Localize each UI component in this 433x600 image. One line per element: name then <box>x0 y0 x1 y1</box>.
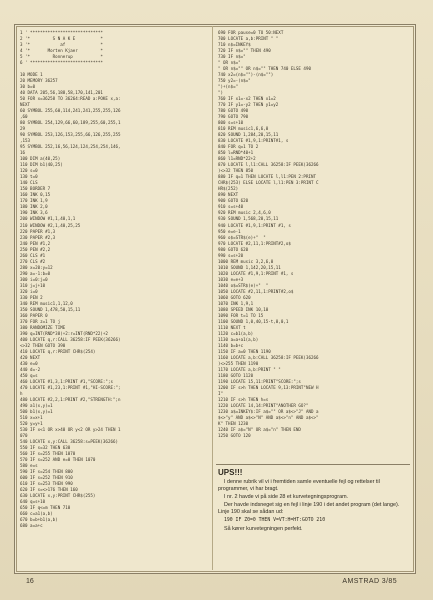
listing-line: 510 x=x+1 <box>20 415 43 420</box>
listing-line: 700 LOCATE a,b:PRINT " " <box>218 36 279 42</box>
listing-line: 450 q=s <box>20 372 38 378</box>
listing-line: 920 REM music 2,4,6,0 <box>218 210 271 216</box>
listing-line: 1210 IF s>h THEN h=s <box>218 396 269 402</box>
listing-line: 610 IF s=253 THEN 990 <box>20 481 73 487</box>
listing-line: 730 IF n$=" <box>218 54 246 60</box>
listing-line: CHR$(253) ELSE LOCATE l,l1:PEN 3:PRINT C <box>218 180 319 186</box>
listing-line: 780 GOTO 490 <box>218 108 249 114</box>
listing-line: 880 IF q=1 THEN LOCATE l,l1:PEN 2:PRINT <box>218 174 317 180</box>
listing-line: " OR n$=" <box>218 60 241 66</box>
ups-paragraph-1: I denne rubrik vil vi i fremtiden samle eventuelle fejl og rettelser til programmer, vi har bragt. <box>218 479 380 493</box>
listing-line: 160 INK 0,15 <box>20 192 51 198</box>
listing-line: 1030 e=e+3 <box>218 276 244 282</box>
listing-line: 5 '* Ronnerup * <box>20 54 103 60</box>
listing-line: 530 IF x<1 OR x>40 OR y<2 OR y>24 THEN 1 <box>20 427 121 433</box>
listing-line: 410 LOCATE q,r:PRINT CHR$(254) <box>20 348 96 354</box>
listing-line: 540 LOCATE x,y:CALL 36258:s=PEEK(36266) <box>20 439 119 445</box>
listing-line: 420 NEXT <box>20 354 41 360</box>
listing-line: 870 LOCATE l,l1:CALL 36258:IF PEEK(36266 <box>218 162 319 168</box>
listing-line: 330 PEN 2 <box>20 294 43 300</box>
listing-line: I" <box>218 390 224 396</box>
listing-line: 230 PAPER #2,3 <box>20 234 56 240</box>
listing-line: 620 IF s=<>176 THEN 160 <box>20 487 78 493</box>
page-number: 16 <box>26 578 34 585</box>
listing-line: 290 a=-1:b=0 <box>20 270 51 276</box>
listing-line: 1240 IF a$="N" OR a$="n" THEN END <box>218 427 301 433</box>
listing-line: 900 GOTO 620 <box>218 198 249 204</box>
listing-line: 60 SYMBOL 255,60,114,241,241,255,255,126 <box>20 108 121 114</box>
listing-line: 360 PAPER 0 <box>20 312 48 318</box>
listing-line: 2 '* S N A K E * <box>20 36 103 42</box>
listing-line: 570 IF s=252 AND e=0 THEN 1070 <box>20 457 96 463</box>
listing-line: )<>255 THEN 1190 <box>218 360 259 366</box>
listing-line: 930 SOUND 1,568,20,15,11 <box>218 216 279 222</box>
listing-line: 1070 INK 1,9,1 <box>218 300 254 306</box>
listing-line: 660 c=a1(a,b) <box>20 511 53 517</box>
listing-line: ,60 <box>20 114 28 120</box>
listing-line: 940 LOCATE #1,9,1:PRINT #1, s <box>218 222 291 228</box>
ups-paragraph-3: Der havde indsneget sig en fejl i linje 190 i det andet program (det lange). Linje 190 skal se sådan ud: <box>218 502 400 516</box>
listing-line: 1250 GOTO 120 <box>218 433 251 439</box>
listing-line: 400 LOCATE q,r:CALL 36258:IF PEEK(36266) <box>20 336 121 342</box>
listing-line: 1 ' ***************************** <box>20 30 103 35</box>
listing-line: 1220 LOCATE 14,14:PRINT"ANOTHER GO?" <box>218 402 309 408</box>
listing-line: 650 IF q<=m THEN 710 <box>20 505 71 511</box>
listing-line: 210 WINDOW #2,1,40,25,25 <box>20 222 81 228</box>
listing-line: 490 a1(x,y)=1 <box>20 402 53 408</box>
ups-closing: Så kører kurvetegningen perfekt. <box>224 525 303 532</box>
listing-line: 750 y2=-(n$=" <box>218 78 251 84</box>
listing-line: NEXT <box>20 102 31 108</box>
listing-line: 1140 b=b+c <box>218 342 244 348</box>
listing-line: 1040 o$=STR$(e)+" " <box>218 282 269 288</box>
listing-line: 1150 IF a=0 THEN 1190 <box>218 348 271 354</box>
listing-line: 3 '* af * <box>20 42 103 48</box>
listing-line: 350 SOUND 1,478,50,15,11 <box>20 306 81 312</box>
listing-line: 95 SYMBOL 252,16,56,124,124,254,254,146, <box>20 144 121 150</box>
listing-line: <>32 THEN GOTO 390 <box>20 342 66 348</box>
listing-line: 960 o$=STR$(e)+" " <box>218 234 266 240</box>
listing-line: 16 <box>20 150 26 156</box>
listing-line: 390 q=INT(RND*38)+2:r=INT(RND*22)+2 <box>20 330 108 336</box>
listing-line: 1120 c=b1(a,b) <box>218 330 254 336</box>
listing-line: 270 CLS #2 <box>20 258 46 264</box>
listing-line: 1080 SPEED INK 10,10 <box>218 306 269 312</box>
listing-line: 1200 IF s>h THEN LOCATE 9,13:PRINT"NEW H <box>218 384 319 390</box>
listing-line: 580 e=s <box>20 463 38 469</box>
listing-line: 150 BORDER 7 <box>20 186 51 192</box>
listing-line: 200 WINDOW #1,1,40,1,1 <box>20 216 76 222</box>
listing-line: 970 LOCATE #2,11,1:PRINT#2,o$ <box>218 240 291 246</box>
listing-line: 260 CLS #1 <box>20 252 46 258</box>
listing-line: 550 IF s=32 THEN 630 <box>20 445 71 451</box>
listing-line: 10 MODE 1 <box>20 72 43 78</box>
listing-line: 340 REM music1,1,12,0 <box>20 300 73 306</box>
ups-rule <box>216 464 410 465</box>
listing-line: 1190 LOCATE 15,11:PRINT"SCORE:";s <box>218 378 301 384</box>
listing-line: 790 GOTO 790 <box>218 114 249 120</box>
listing-line: 430 e=0 <box>20 360 38 366</box>
listing-line: 720 IF n$="" THEN 490 <box>218 48 271 54</box>
listing-line: 800 s=s+10 <box>218 120 244 126</box>
listing-line: 50 FOR x=36258 TO 36264:READ a:POKE x,a: <box>20 96 121 102</box>
listing-line: 480 LOCATE #2,2,1:PRINT #2,"STRENGTH:";n <box>20 396 121 402</box>
listing-line: 690 FOR pause=0 TO 50:NEXT <box>218 30 284 35</box>
listing-line: 470 LOCATE #1,23,1:PRINT #1,"HI-SCORE:"; <box>20 384 121 390</box>
listing-line: ,153 <box>20 138 31 144</box>
listing-line: 29 <box>20 126 26 132</box>
listing-right-column <box>218 30 408 448</box>
listing-line: 1060 GOTO 620 <box>218 294 251 300</box>
listing-line: K" THEN 1230 <box>218 421 249 427</box>
listing-line: 190 INK 3,6 <box>20 210 48 216</box>
listing-line: 1020 LOCATE #1,9,1:PRINT #1, s <box>218 270 294 276</box>
listing-line: 1000 REM music 3,2,6,0 <box>218 258 274 264</box>
listing-line: 950 e=e-1 <box>218 228 241 234</box>
listing-line: 310 j=j+10 <box>20 282 46 288</box>
listing-line: 180 INK 2,0 <box>20 204 48 210</box>
listing-line: 1230 a$=INKEY$:IF a$="" OR a$<>"J" AND a <box>218 408 319 414</box>
listing-line: 860 l1=RND*22+2 <box>218 156 256 162</box>
column-divider <box>212 26 213 570</box>
listing-line: $<>"y" AND a$<>"N" AND a$<>"n" AND a$<>" <box>218 415 319 420</box>
listing-line: 460 LOCATE #1,3,1:PRINT #1,"SCORE:";s <box>20 378 113 384</box>
listing-line: 90 SYMBOL 253,126,153,255,66,126,255,255 <box>20 132 121 138</box>
ups-code-line: 190 IF Z0=0 THEN V=VT:H=HT:GOTO 210 <box>224 518 326 524</box>
listing-line: 910 s=s+40 <box>218 204 244 210</box>
listing-line: 810 REM music1,6,6,0 <box>218 126 269 132</box>
listing-line: 140 CLS <box>20 180 38 186</box>
listing-line: 1170 LOCATE a,b:PRINT " " <box>218 366 281 372</box>
listing-line: 760 IF x1=-x2 THEN x1=2 <box>218 96 276 102</box>
listing-line: ") <box>218 90 224 96</box>
listing-line: 520 y=y+1 <box>20 421 43 427</box>
listing-line: 820 SOUND 1,284,20,15,11 <box>218 132 279 138</box>
listing-line: 590 IF s=254 THEN 800 <box>20 469 73 475</box>
listing-line: 600 IF s=252 THEN 910 <box>20 475 73 481</box>
listing-line: 120 s=0 <box>20 168 38 174</box>
listing-line: 840 FOR q=1 TO 2 <box>218 144 259 150</box>
listing-line: 100 DIM a(40,25) <box>20 156 61 162</box>
listing-line: 070 <box>20 433 28 439</box>
listing-line: 170 INK 1,9 <box>20 198 48 204</box>
listing-line: 380 RANDOMIZE TIME <box>20 324 66 330</box>
listing-line: 300 i=0:j=0 <box>20 276 48 282</box>
listing-line: 560 IF s=255 THEN 1070 <box>20 451 76 457</box>
listing-line: 1130 a=a+a1(a,b) <box>218 336 259 342</box>
listing-line: 1180 GOTO 1120 <box>218 372 254 378</box>
listing-line: 110 DIM b1(40,25) <box>20 162 63 168</box>
listing-line: 20 MEMORY 36257 <box>20 78 58 84</box>
listing-line: 80 SYMBOL 254,129,66,60,189,255,60,255,1 <box>20 120 121 126</box>
listing-line: h <box>20 390 23 396</box>
listing-line: 220 PAPER #1,3 <box>20 228 56 234</box>
listing-line: 850 l=RND*40+1 <box>218 150 254 156</box>
listing-left-column <box>20 30 208 565</box>
listing-line: 500 b1(x,y)=1 <box>20 408 53 414</box>
magazine-issue: AMSTRAD 3/85 <box>342 578 397 585</box>
listing-line: 320 i=0 <box>20 288 38 294</box>
ups-title: UPS!!! <box>218 468 243 477</box>
listing-line: 890 NEXT <box>218 192 239 198</box>
listing-line: 680 a=a+c <box>20 523 43 529</box>
listing-line: 770 IF y1=-y2 THEN y1=y2 <box>218 102 279 108</box>
listing-line: 1090 FOR t=1 TO 15 <box>218 312 264 318</box>
listing-line: 4 '* Morten Kjaer * <box>20 48 103 54</box>
listing-line: 250 PEN #2,2 <box>20 246 51 252</box>
listing-line: 370 FOR z=1 TO j <box>20 318 61 324</box>
listing-line: 280 x=20:y=12 <box>20 264 53 270</box>
listing-line: 1010 SOUND 1,142,20,15,11 <box>218 264 281 270</box>
listing-line: 130 t=0 <box>20 174 38 180</box>
listing-line: 670 b=b+b1(a,b) <box>20 517 58 523</box>
listing-line: 990 s=s+20 <box>218 252 244 258</box>
listing-line: 1160 LOCATE a,b:CALL 36258:IF PEEK(36266 <box>218 354 319 360</box>
listing-line: 40 DATA 205,56,188,58,170,141,201 <box>20 90 103 96</box>
listing-line: 240 PEN #1,2 <box>20 240 51 246</box>
ups-box <box>218 468 408 568</box>
listing-line: 980 GOTO 620 <box>218 246 249 252</box>
listing-line: HR$(252) <box>218 186 239 192</box>
listing-line: )<>32 THEN 850 <box>218 168 254 174</box>
listing-line: 1100 SOUND 1,0,40,15-t,0,0,1 <box>218 318 289 324</box>
listing-line: " OR n$="" OR n$="" THEN 740 ELSE 490 <box>218 66 311 72</box>
listing-line: 740 x2=(n$="")-(n$="") <box>218 72 274 78</box>
listing-line: 710 n$=INKEY$ <box>218 42 251 48</box>
listing-line: 30 b=0 <box>20 84 36 90</box>
listing-line: 830 LOCATE #1,9,1:PRINT#1, s <box>218 138 289 144</box>
listing-line: ")+(n$=" <box>218 84 239 90</box>
listing-line: 1110 NEXT t <box>218 324 246 330</box>
listing-line: 440 d=-2 <box>20 366 41 372</box>
ups-paragraph-2: I nr. 2 havde vi på side 28 et kurvetegningsprogram. <box>224 494 349 501</box>
listing-line: 6 ' ***************************** <box>20 60 103 66</box>
listing-line: 630 LOCATE x,y:PRINT CHR$(255) <box>20 493 96 499</box>
listing-line: 640 q=s+10 <box>20 499 46 505</box>
listing-line: 1050 LOCATE #2,11,1:PRINT#2,o$ <box>218 288 294 294</box>
